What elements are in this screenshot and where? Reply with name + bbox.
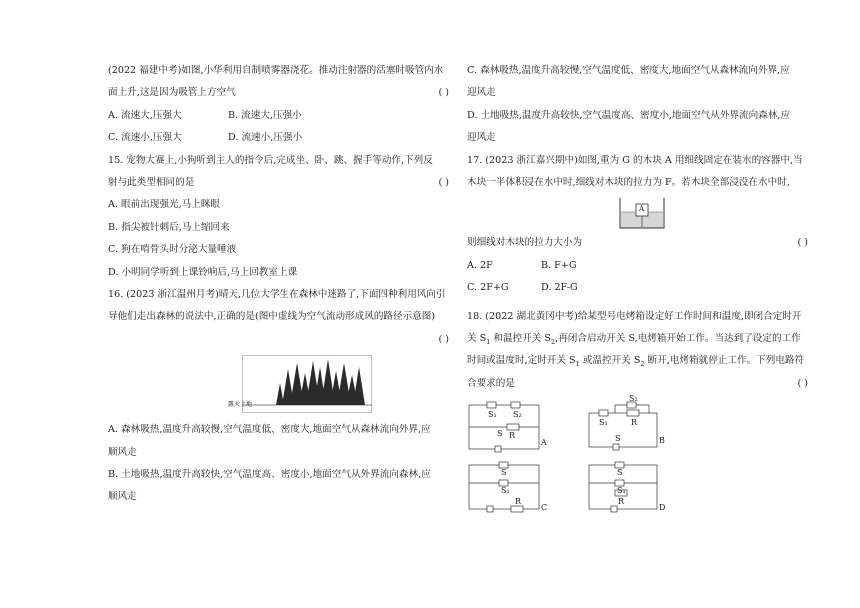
q14-stem-line2: 面上升,这是因为吸管上方空气 <box>108 87 236 99</box>
q15-answer-paren: ( ) <box>438 177 449 189</box>
question-16-continued <box>467 60 807 150</box>
q14-option-b: B. 流速大,压强小 <box>228 109 302 121</box>
q17-option-d: D. 2F-G <box>541 282 578 294</box>
q16-option-a-line1: A. 森林吸热,温度升高较慢,空气温度低、密度大,地面空气从森林流向外界,应 <box>108 424 431 436</box>
right-column <box>467 60 807 519</box>
q16-stem-line2: 导他们走出森林的说法中,正确的是(图中虚线为空气流动形成风的路径示意图) <box>108 311 436 323</box>
circuit-c: S S₁ R C <box>467 461 589 517</box>
q18-stem-line1: 18. (2022 湖北黄冈中考)给某型号电烤箱设定好工作时间和温度,即闭合定时开 <box>467 310 802 322</box>
q14-option-d: D. 流速小,压强小 <box>228 132 303 144</box>
q17-option-b: B. F+G <box>541 259 577 271</box>
q15-stem-line2: 射与此类型相同的是 <box>108 177 195 189</box>
question-18 <box>467 306 807 520</box>
q18-stem-line4: 合要求的是 <box>467 377 515 389</box>
forest-figure <box>228 355 372 413</box>
q14-stem-line1: (2022 福建中考)如图,小华利用自制喷雾器浇花。推动注射器的活塞时吸管内水 <box>108 65 444 76</box>
q15-option-b: B. 指尖被针刺后,马上缩回来 <box>108 221 230 233</box>
q16-option-a-line2: 顺风走 <box>108 446 137 458</box>
question-14 <box>108 60 448 150</box>
left-column <box>108 60 448 509</box>
circuit-a: S₁ S₂ S R A <box>467 399 589 455</box>
q15-stem-line1: 15. 宠物大赛上,小狗听到主人的指令后,完成坐、卧、跳、握手等动作,下列反 <box>108 154 433 166</box>
question-16 <box>108 284 448 509</box>
q16-answer-paren: ( ) <box>438 333 449 345</box>
q16-option-c-line1: C. 森林吸热,温度升高较慢,空气温度低、密度大,地面空气从森林流向外界,应 <box>467 65 790 76</box>
q16-option-b-line2: 顺风走 <box>108 491 137 503</box>
q16-stem-line1: 16. (2023 浙江温州月考)晴天,几位大学生在森林中迷路了,下面四种利用风向引 <box>108 289 446 301</box>
q15-option-c: C. 狗在啃骨头时分泌大量唾液 <box>108 244 237 256</box>
q15-option-a: A. 眼前出现强光,马上眯眼 <box>108 199 221 211</box>
circuit-b-label: B <box>659 436 665 446</box>
q17-answer-paren: ( ) <box>797 237 808 249</box>
q17-option-a: A. 2F <box>467 259 493 271</box>
q16-option-d-line1: D. 土地吸热,温度升高较快,空气温度高、密度小,地面空气从外界流向森林,应 <box>467 109 791 121</box>
circuit-c-label: C <box>541 503 548 513</box>
q14-option-a: A. 流速大,压强大 <box>108 109 182 121</box>
circuit-a-label: A <box>541 438 547 448</box>
q15-option-d: D. 小明同学听到上课铃响后,马上回教室上课 <box>108 266 298 278</box>
forest-figure-label: 露天土地 <box>228 401 253 409</box>
question-15 <box>108 150 448 284</box>
q17-stem-line3: 则细线对木块的拉力大小为 <box>467 237 583 249</box>
q17-option-c: C. 2F+G <box>467 282 509 294</box>
q14-answer-paren: ( ) <box>438 87 449 99</box>
q16-option-d-line2: 迎风走 <box>467 132 496 144</box>
circuit-b: S₂ S₁ R S B <box>587 399 709 455</box>
circuit-options-figure <box>467 394 737 519</box>
beaker-figure <box>617 196 667 230</box>
q17-stem-line2: 木块一半体积浸在水中时,细线对木块的拉力为 F。若木块全部浸没在水中时, <box>467 177 790 189</box>
q14-option-c: C. 流速小,压强大 <box>108 132 182 144</box>
q18-answer-paren: ( ) <box>797 377 808 389</box>
q16-option-c-line2: 迎风走 <box>467 87 496 99</box>
circuit-d: S S₁ R D <box>587 461 709 517</box>
q18-stem-line3: 时间或温度时,定时开关 $S_1$ 或温控开关 $S_2$ 断开,电烤箱就停止工作。下列电路符 <box>467 355 805 369</box>
question-17 <box>467 150 807 300</box>
q16-option-b-line1: B. 土地吸热,温度升高较快,空气温度高、密度小,地面空气从外界流向森林,应 <box>108 469 431 481</box>
q17-stem-line1: 17. (2023 浙江嘉兴期中)如图,重为 G 的木块 A 用细线固定在装水的容器中,当 <box>467 154 803 166</box>
block-a-label: A <box>639 205 645 214</box>
circuit-d-label: D <box>659 503 666 513</box>
q18-stem-line2: 关 $S_1$ 和温控开关 $S_2$,再闭合启动开关 S,电烤箱开始工作。当达到了设定的工作 <box>467 333 801 346</box>
